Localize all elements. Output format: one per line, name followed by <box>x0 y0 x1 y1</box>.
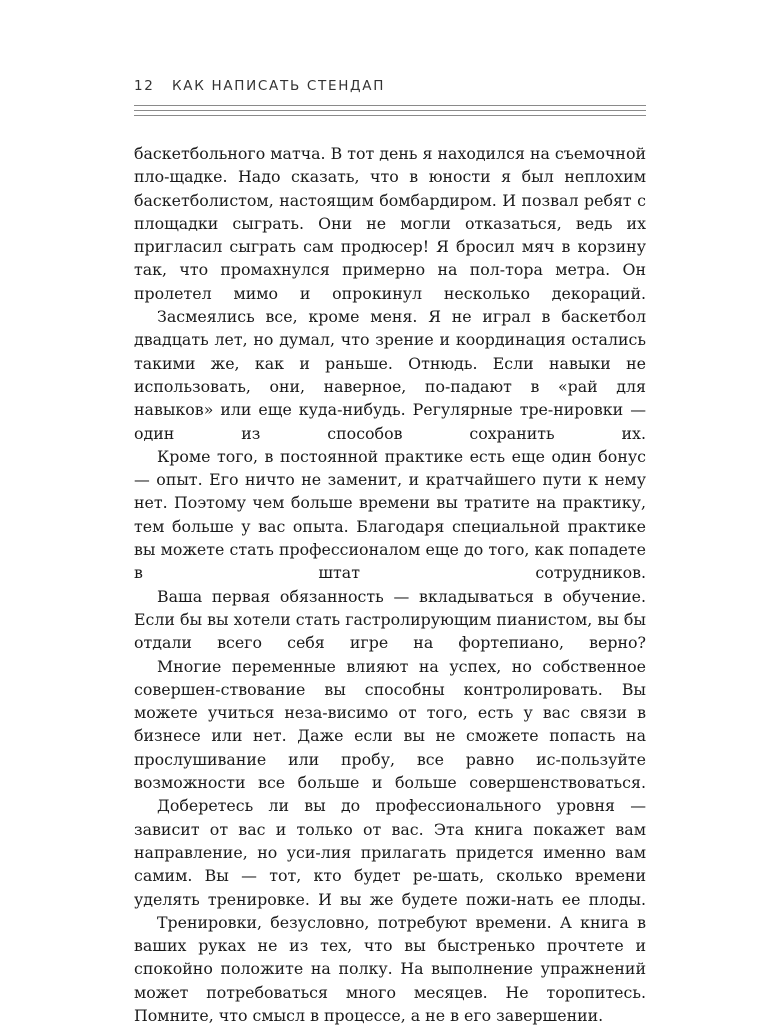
running-header <box>134 78 385 94</box>
body-text <box>134 142 646 1027</box>
running-title: КАК НАПИСАТЬ СТЕНДАП <box>172 78 386 94</box>
paragraph-continuation: баскетбольного матча. В тот день я находился на съемочной пло-щадке. Надо сказать, что в юности я был неплохим баскетболистом, настоящим бомбардиром. И позвал ребят с площадки сыграть. Они не могли отказаться, ведь их пригласил сыграть сам продюсер! Я бросил мяч в корзину так, что промахнулся примерно на пол-тора метра. Он пролетел мимо и опрокинул несколько декораций. <box>134 144 646 303</box>
paragraph: Засмеялись все, кроме меня. Я не играл в баскетбол двадцать лет, но думал, что зрение и координация остались такими же, как и раньше. Отнюдь. Если навыки не использовать, они, наверное, по-падают в «рай для навыков» или еще куда-нибудь. Регулярные тре-нировки — один из способов сохранить их. <box>134 307 646 443</box>
page-number: 12 <box>134 78 155 94</box>
paragraph: Ваша первая обязанность — вкладываться в обучение. Если бы вы хотели стать гастролирующим пианистом, вы бы отдали всего себя игре на фортепиано, верно? <box>134 586 646 653</box>
paragraph: Доберетесь ли вы до профессионального уровня — зависит от вас и только от вас. Эта книга покажет вам направление, но уси-лия прилагать придется именно вам самим. Вы — тот, кто будет ре-шать, сколько времени уделять тренировке. И вы же будете пожи-нать ее плоды. <box>134 796 646 909</box>
header-rule <box>134 110 646 111</box>
paragraph: Кроме того, в постоянной практике есть еще один бонус — опыт. Его ничто не заменит, и кратчайшего пути к нему нет. Поэтому чем больше времени вы тратите на практику, тем больше у вас опыта. Благодаря специальной практике вы можете стать профессионалом еще до того, как попадете в штат сотрудников. <box>134 446 646 583</box>
header-rule <box>134 115 646 116</box>
header-rule <box>134 105 646 106</box>
paragraph: Тренировки, безусловно, потребуют времени. А книга в ваших руках не из тех, что вы быстренько прочтете и спокойно положите на полку. На выполнение упражнений может потребоваться много месяцев. Не торопитесь. Помните, что смысл в процессе, а не в его завершении. <box>134 912 646 1025</box>
paragraph: Многие переменные влияют на успех, но собственное совершен-ствование вы способны контролировать. Вы можете учиться неза-висимо от того, есть у вас связи в бизнесе или нет. Даже если вы не сможете попасть на прослушивание или пробу, все равно ис-пользуйте возможности все больше и больше совершенствоваться. <box>134 656 646 793</box>
